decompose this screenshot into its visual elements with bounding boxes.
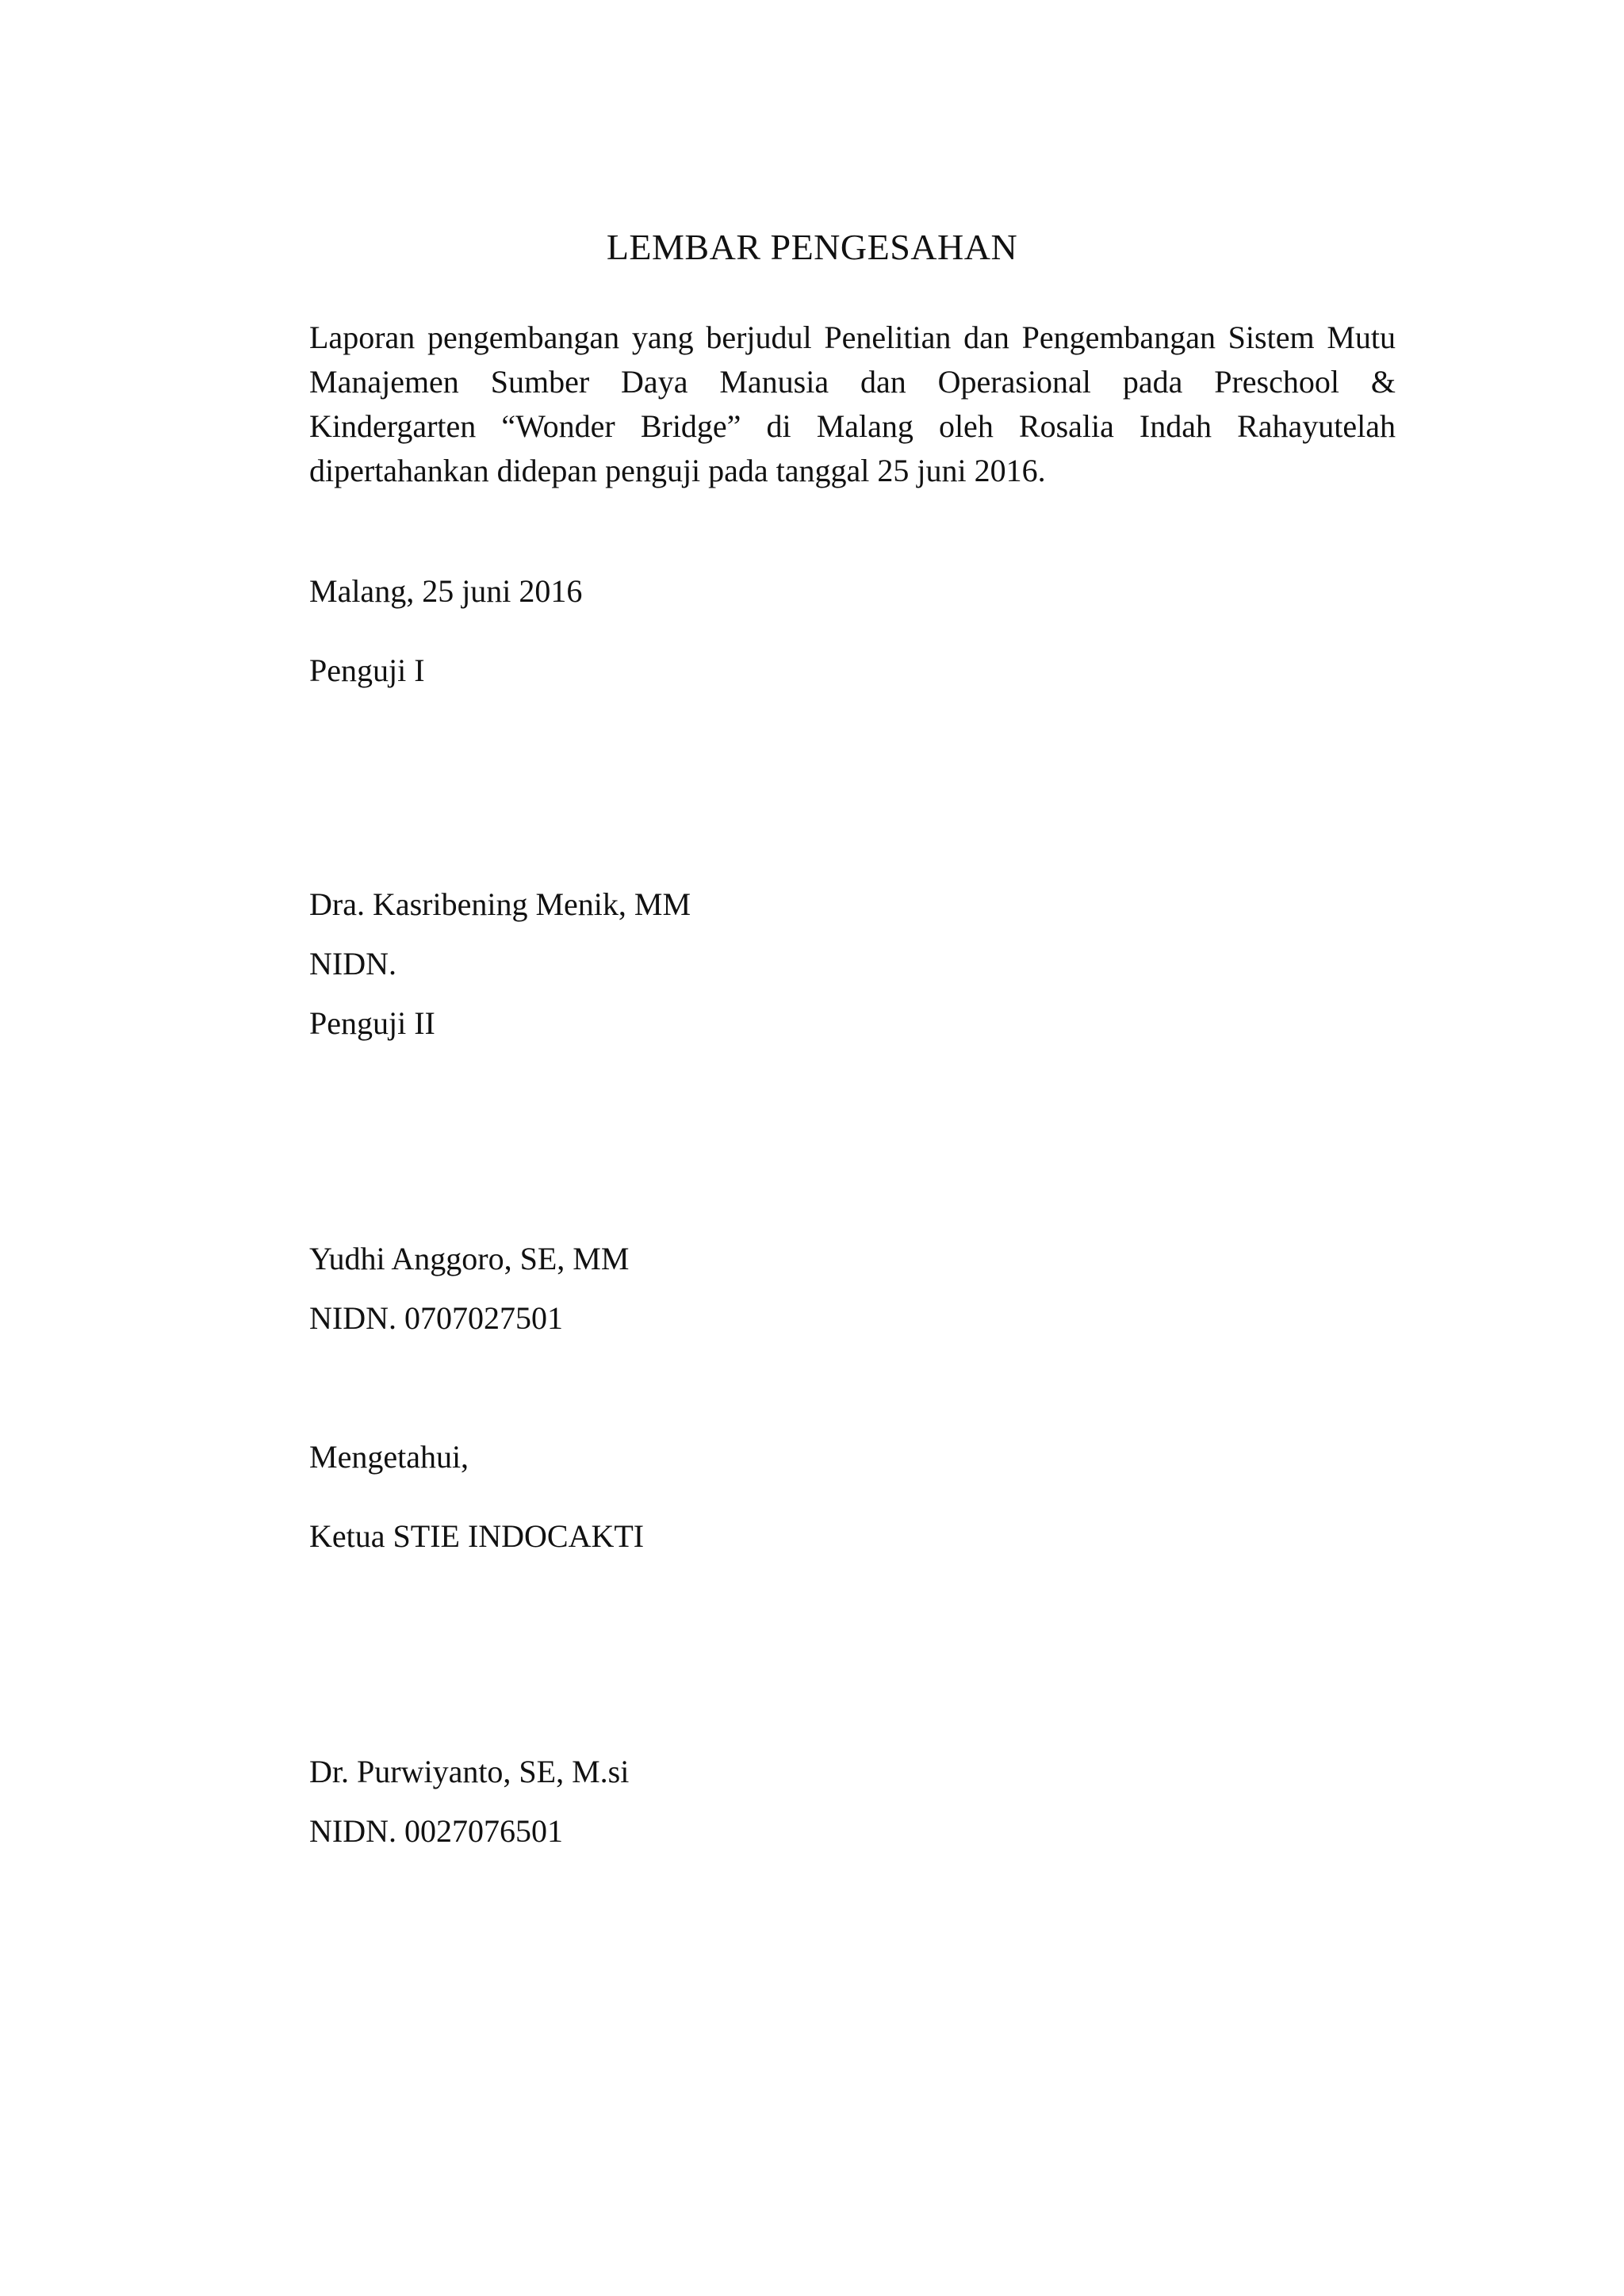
place-date: Malang, 25 juni 2016 — [309, 573, 583, 609]
chairman-position: Ketua STIE INDOCAKTI — [309, 1518, 645, 1554]
examiner-2-label: Penguji II — [309, 1005, 435, 1041]
examiner-1-nidn: NIDN. — [309, 946, 396, 982]
acknowledged-label: Mengetahui, — [309, 1439, 469, 1475]
examiner-2-nidn: NIDN. 0707027501 — [309, 1300, 563, 1336]
examiner-2-name: Yudhi Anggoro, SE, MM — [309, 1241, 630, 1276]
paragraph-line: Kindergarten “Wonder Bridge” di Malang oleh Rosalia Indah Rahayutelah — [309, 408, 1396, 444]
paragraph-line: Manajemen Sumber Daya Manusia dan Operasional pada Preschool & — [309, 364, 1396, 400]
page-title: LEMBAR PENGESAHAN — [606, 227, 1018, 267]
paragraph-line: dipertahankan didepan penguji pada tanggal 25 juni 2016. — [309, 453, 1046, 488]
chairman-nidn: NIDN. 0027076501 — [309, 1813, 563, 1849]
paragraph-line: Laporan pengembangan yang berjudul Penelitian dan Pengembangan Sistem Mutu — [309, 320, 1396, 355]
approval-paragraph — [309, 316, 1396, 493]
examiner-1-label: Penguji I — [309, 652, 425, 688]
examiner-1-name: Dra. Kasribening Menik, MM — [309, 886, 691, 922]
chairman-name: Dr. Purwiyanto, SE, M.si — [309, 1754, 630, 1789]
